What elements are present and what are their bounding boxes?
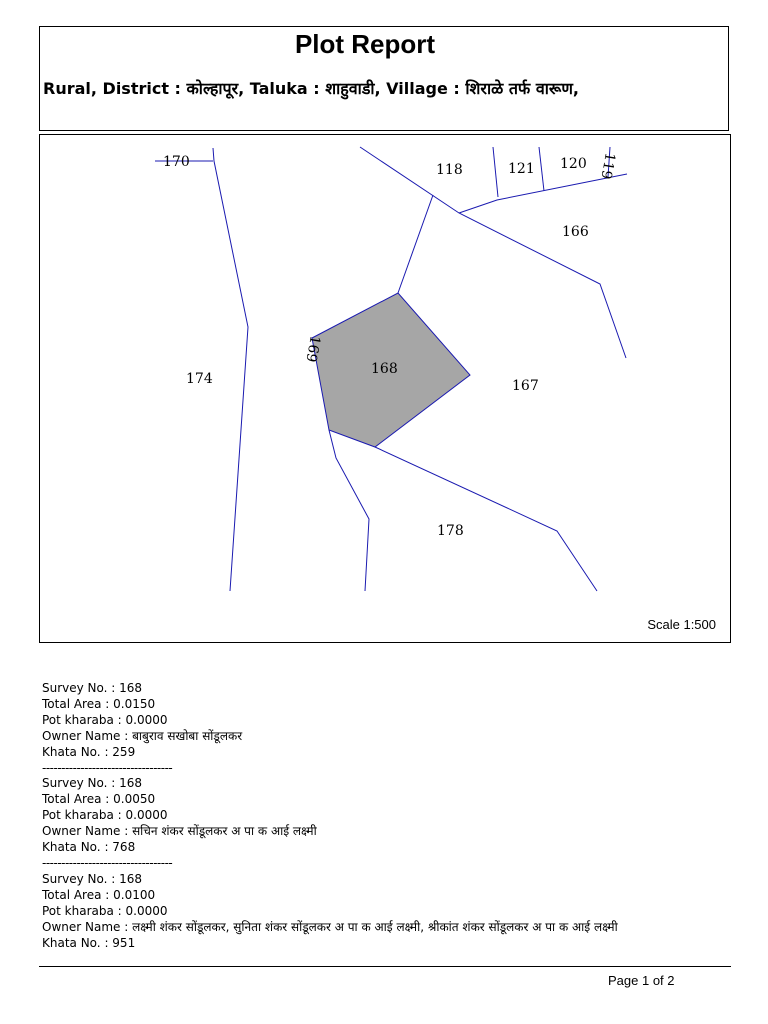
plot-label-167: 167 [512, 378, 539, 394]
survey-number: Survey No. : 168 [42, 681, 143, 695]
plot-label-120: 120 [560, 156, 587, 172]
survey-number: Survey No. : 168 [42, 776, 143, 791]
boundary-line [375, 447, 597, 591]
survey-number: Survey No. : 168 [42, 871, 143, 886]
plot-map [39, 134, 731, 643]
pot-kharaba: Pot kharaba : 0.0000 [42, 903, 168, 918]
total-area: Total Area : 0.0050 [42, 792, 156, 807]
ownership-record [42, 872, 618, 952]
owner-name: Owner Name : लक्ष्मी शंकर सोंडूलकर, सुनिता शंकर सोंडूलकर अ पा क आई लक्ष्मी, श्रीकांत शंकर सोंडूलकर अ पा क आई लक्ष्मी [42, 919, 618, 934]
ownership-details [42, 681, 618, 951]
khata-number: Khata No. : 259 [42, 744, 136, 759]
pot-kharaba: Pot kharaba : 0.0000 [42, 712, 168, 727]
map-canvas [40, 135, 731, 643]
plot-label-121: 121 [508, 161, 535, 177]
plot-label-169: 169 [302, 334, 323, 364]
record-separator: ---------------------------------- [42, 760, 173, 775]
plot-label-118: 118 [436, 162, 463, 178]
plot-label-166: 166 [562, 224, 589, 240]
owner-name: Owner Name : सचिन शंकर सोंडूलकर अ पा क आई लक्ष्मी [42, 824, 317, 839]
boundary-line [329, 430, 369, 591]
report-header [39, 26, 729, 131]
ownership-record [42, 776, 618, 856]
page-number: Page 1 of 2 [608, 973, 675, 988]
boundary-line [539, 147, 544, 191]
record-separator: ---------------------------------- [42, 855, 173, 870]
plot-label-168: 168 [371, 361, 398, 377]
ownership-record [42, 681, 618, 761]
total-area: Total Area : 0.0100 [42, 887, 156, 902]
plot-label-119: 119 [597, 151, 618, 181]
pot-kharaba: Pot kharaba : 0.0000 [42, 808, 168, 823]
plot-label-174: 174 [186, 371, 213, 387]
owner-name: Owner Name : बाबुराव सखोबा सोंडूलकर [42, 728, 243, 743]
footer-divider [39, 966, 731, 967]
khata-number: Khata No. : 768 [42, 840, 136, 855]
boundary-line [213, 148, 248, 591]
boundary-line [398, 195, 433, 293]
plot-label-170: 170 [163, 154, 190, 170]
location-line: Rural, District : कोल्हापूर, Taluka : शाहुवाडी, Village : शिराळे तर्फ वारूण, [43, 79, 579, 98]
total-area: Total Area : 0.0150 [42, 696, 156, 711]
plot-label-178: 178 [437, 523, 464, 539]
boundary-line [493, 147, 498, 197]
map-scale: Scale 1:500 [647, 617, 716, 632]
report-title: Plot Report [294, 29, 436, 59]
khata-number: Khata No. : 951 [42, 935, 136, 950]
